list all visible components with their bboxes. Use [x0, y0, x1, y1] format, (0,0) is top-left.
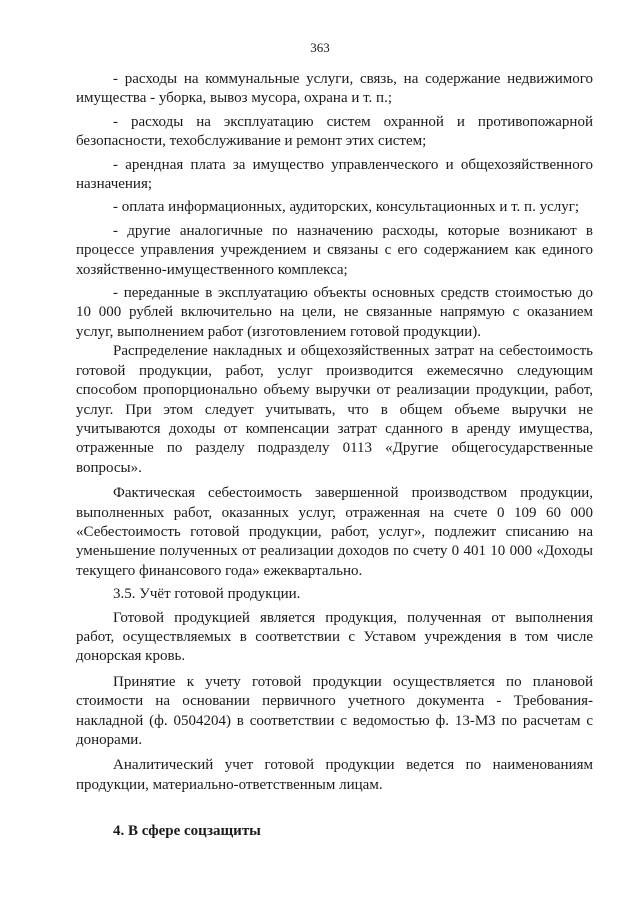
- paragraph-acceptance: Принятие к учету готовой продукции осуществляется по плановой стоимости на основании первичного учетного документа - Требования-накладной (ф. 0504204) в соответствии с ведомостью ф. 13-МЗ по расчетам с донорами.: [76, 673, 593, 748]
- subsection-title: 3.5. Учёт готовой продукции.: [113, 586, 301, 603]
- list-item-other-expenses: - другие аналогичные по назначению расходы, которые возникают в процессе управления учреждением и связаны с его содержанием как единого хозяйственно-имущественного комплекса;: [76, 222, 593, 278]
- section-heading: 4. В сфере соцзащиты: [113, 823, 261, 840]
- list-item-rent: - арендная плата за имущество управленческого и общехозяйственного назначения;: [76, 156, 593, 193]
- paragraph-cost-allocation: Распределение накладных и общехозяйственных затрат на себестоимость готовой продукции, работ, услуг производится ежемесячно следующим способом пропорционально объему выручки от реализации продукции, работ, услуг. При этом следует учитывать, что в общем объеме выручки не учитываются доходы от компенсации затрат сданного в аренду имущества, отраженные по разделу подразделу 0113 «Другие общегосударственные вопросы».: [76, 343, 593, 476]
- list-item-fixed-assets: - переданные в эксплуатацию объекты основных средств стоимостью до 10 000 рублей включительно на цели, не связанные напрямую с оказанием услуг, выполнением работ (изготовлением готовой продукции).: [76, 285, 593, 340]
- paragraph-finished-products: Готовой продукцией является продукция, полученная от выполнения работ, осуществляемых в соответствии с Уставом учреждения в том числе донорская кровь.: [76, 609, 593, 665]
- list-item-utilities: - расходы на коммунальные услуги, связь, на содержание недвижимого имущества - уборка, вывоз мусора, охрана и т. п.;: [76, 71, 593, 107]
- document-body: [76, 70, 593, 842]
- list-item-services: - оплата информационных, аудиторских, консультационных и т. п. услуг;: [113, 199, 580, 216]
- page-number: 363: [310, 40, 330, 55]
- paragraph-analytical-accounting: Аналитический учет готовой продукции ведется по наименованиям продукции, материально-ответственным лицам.: [76, 757, 593, 793]
- paragraph-actual-cost: Фактическая себестоимость завершенной производством продукции, выполненных работ, оказанных услуг, отраженная на счете 0 109 60 000 «Себестоимость готовой продукции, работ, услуг», подлежит списанию на уменьшение полученных от реализации доходов по счету 0 401 10 000 «Доходы текущего финансового года» ежеквартально.: [76, 485, 593, 579]
- list-item-security-systems: - расходы на эксплуатацию систем охранной и противопожарной безопасности, техобслуживание и ремонт этих систем;: [76, 113, 593, 150]
